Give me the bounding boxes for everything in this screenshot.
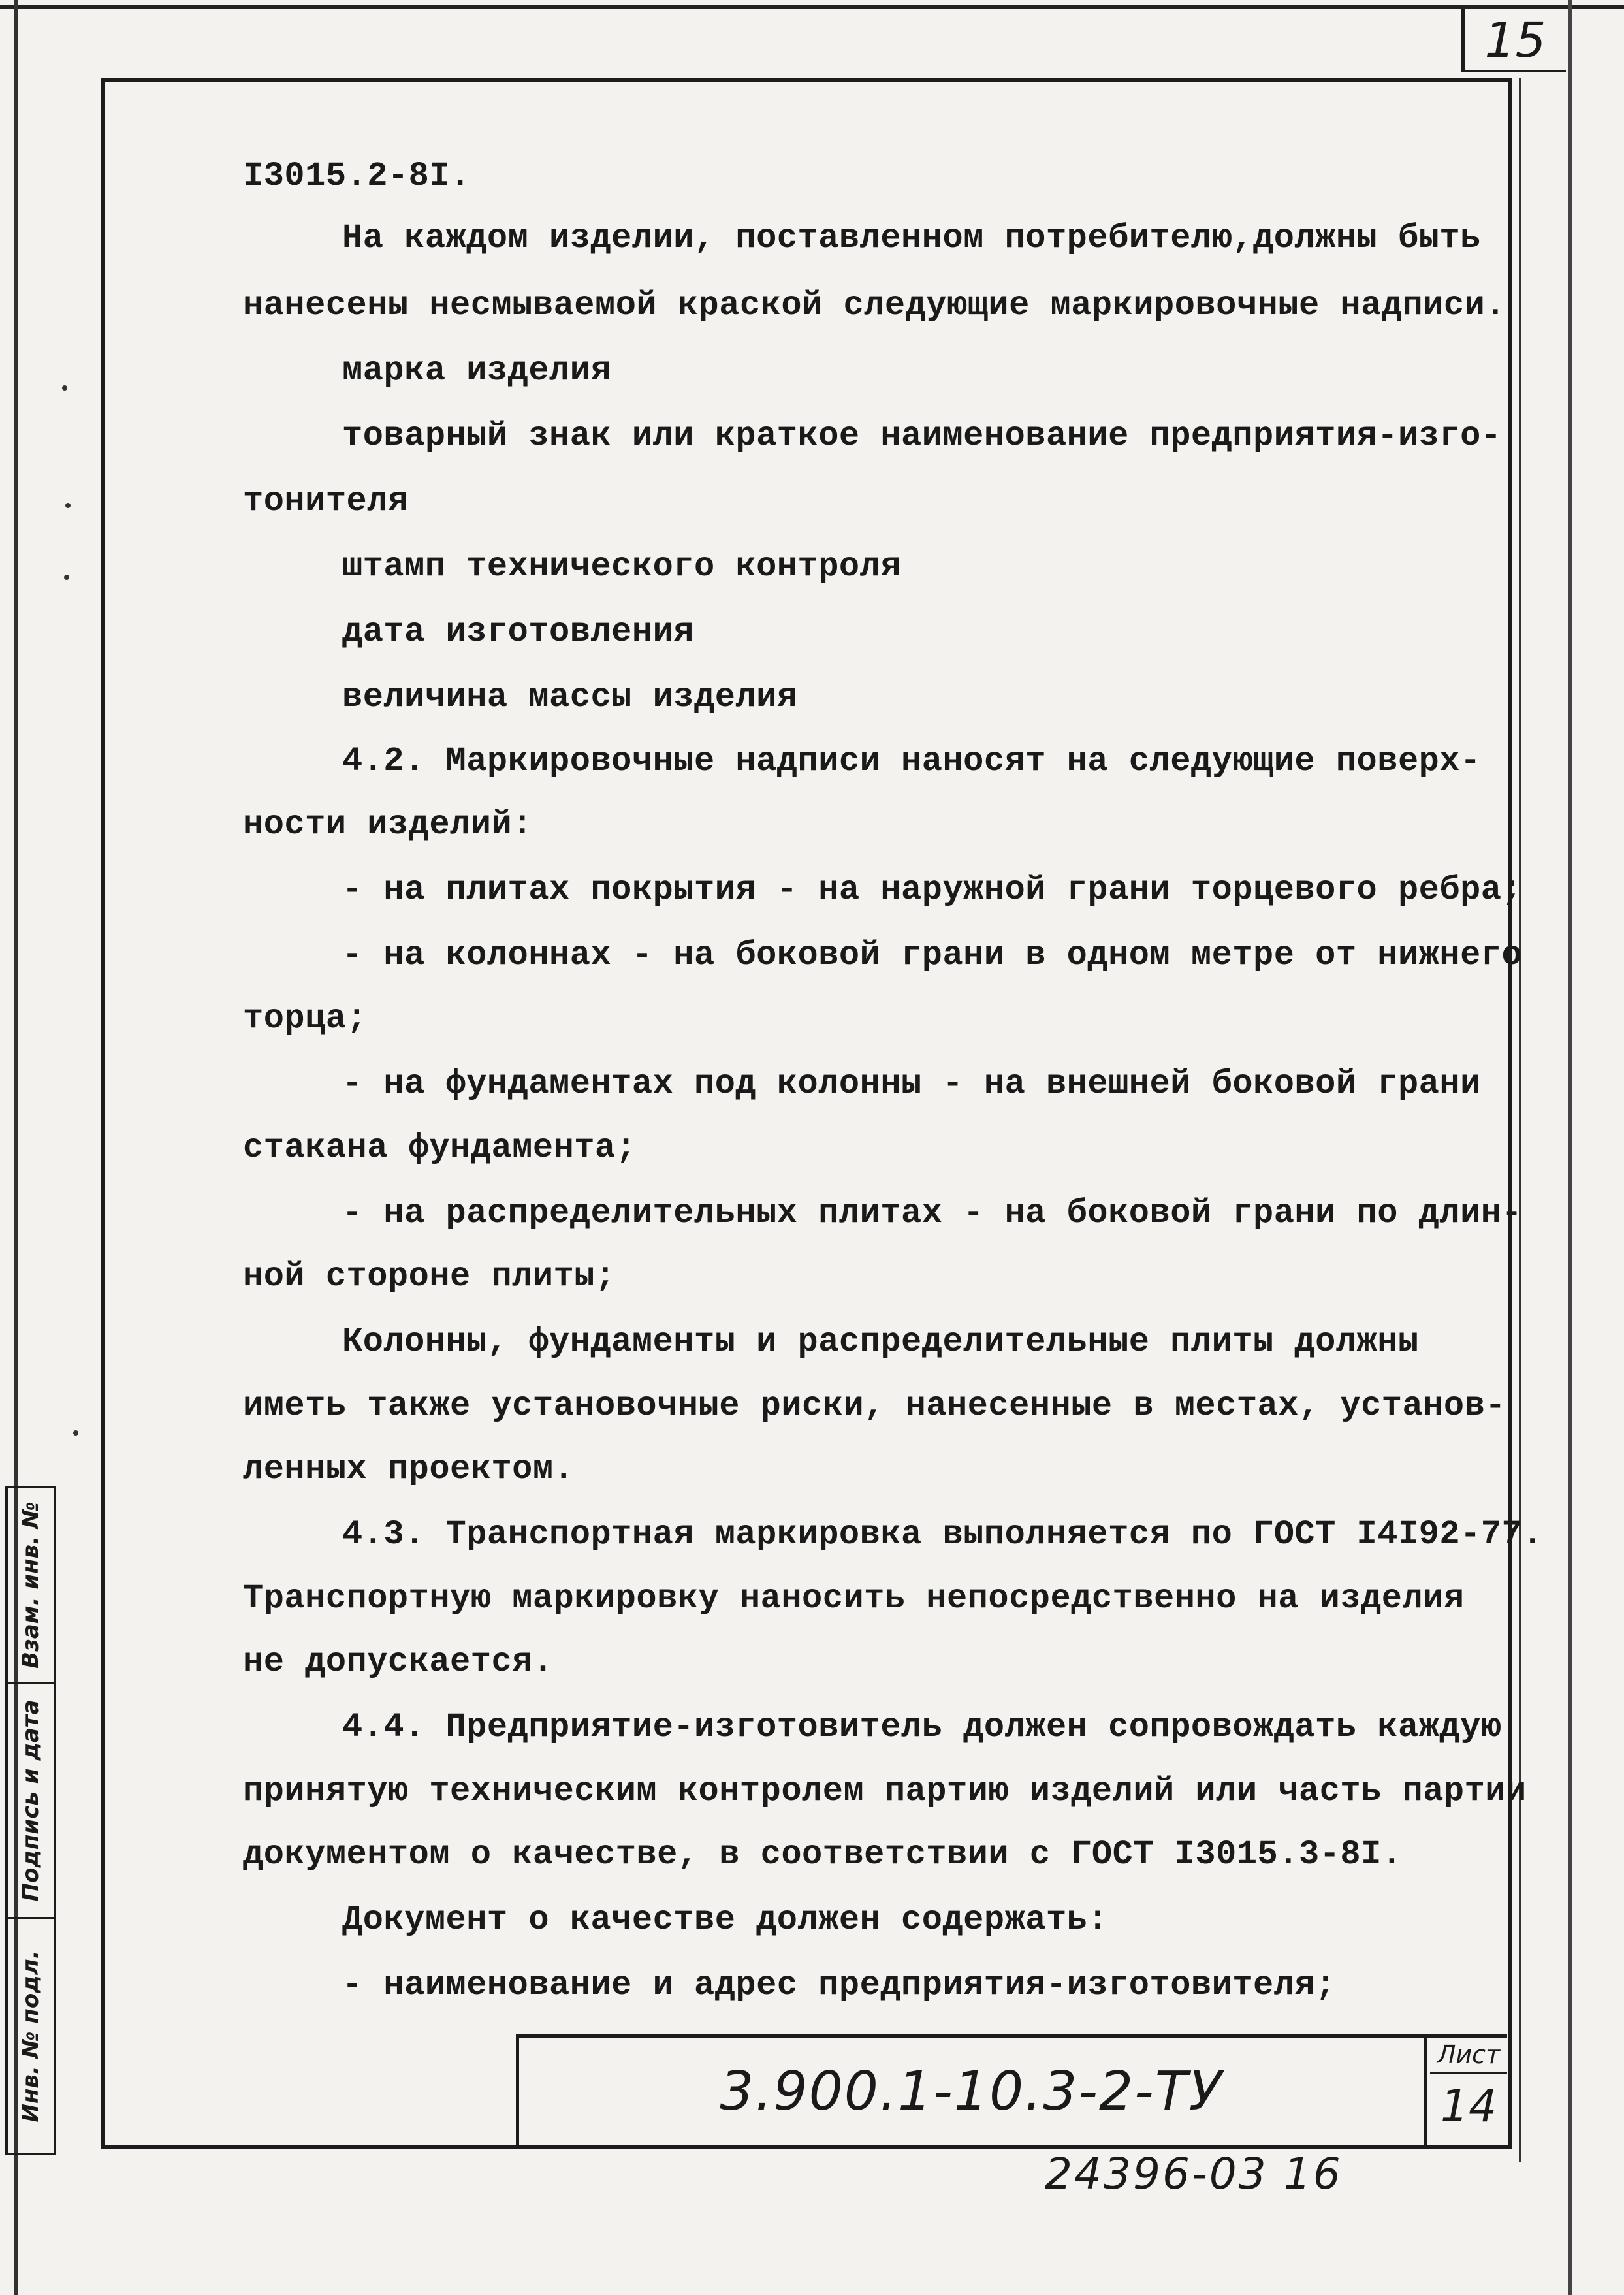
body-line: 4.2. Маркировочные надписи наносят на следующие поверх-: [342, 742, 1481, 780]
side-cell-text: Взам. инв. №: [18, 1501, 44, 1669]
frame-right-border: [1519, 78, 1521, 2162]
body-line: 4.4. Предприятие-изготовитель должен сопровождать каждую: [342, 1708, 1502, 1746]
body-line: На каждом изделии, поставленном потребителю,должны быть: [342, 219, 1481, 257]
scan-speck: [65, 503, 71, 508]
side-cell-text: Инв. № подл.: [18, 1950, 44, 2123]
body-line: стакана фундамента;: [243, 1129, 637, 1167]
body-line: нанесены несмываемой краской следующие маркировочные надписи.: [243, 286, 1506, 325]
sheet-number: 14: [1440, 2081, 1497, 2132]
scan-edge-right: [1568, 0, 1572, 2295]
side-cell-inv-original: [8, 1919, 54, 2153]
body-line: штамп технического контроля: [342, 547, 902, 586]
stamp-divider: [1424, 2038, 1427, 2149]
body-line: товарный знак или краткое наименование предприятия-изго-: [342, 417, 1502, 455]
side-cell-signature: [8, 1684, 54, 1919]
body-line: - на распределительных плитах - на боковой грани по длин-: [342, 1194, 1523, 1232]
body-line: величина массы изделия: [342, 678, 798, 716]
scan-speck: [64, 575, 69, 580]
body-line: ленных проектом.: [243, 1450, 575, 1488]
body-line: - на колоннах - на боковой грани в одном метре от нижнего: [342, 936, 1523, 974]
body-line: принятую техническим контролем партию изделий или часть партии: [243, 1772, 1527, 1810]
scan-speck: [62, 385, 67, 391]
body-line: - на плитах покрытия - на наружной грани торцевого ребра;: [342, 871, 1523, 909]
page-number-box: [1461, 9, 1566, 72]
body-line: дата изготовления: [342, 613, 694, 651]
body-line: 4.3. Транспортная маркировка выполняется по ГОСТ I4I92-77.: [342, 1515, 1543, 1554]
body-line: не допускается.: [243, 1643, 554, 1681]
body-line: Колонны, фундаменты и распределительные плиты должны: [342, 1323, 1419, 1361]
archive-number: 24396-03 16: [1045, 2149, 1343, 2199]
side-cell-text: Подпись и дата: [18, 1699, 44, 1902]
body-line: - на фундаментах под колонны - на внешней боковой грани: [342, 1065, 1481, 1103]
side-cell-replace-inv: [8, 1488, 54, 1684]
scan-speck: [73, 1430, 78, 1436]
title-block-stamp: [516, 2034, 1507, 2149]
body-line: ности изделий:: [243, 805, 533, 844]
body-line: иметь также установочные риски, нанесенные в местах, установ-: [243, 1387, 1506, 1425]
body-line: I3015.2-8I.: [243, 157, 471, 195]
sheet-label: Лист: [1430, 2040, 1507, 2074]
body-line: Транспортную маркировку наносить непосредственно на изделия: [243, 1579, 1465, 1618]
page-number: 15: [1484, 12, 1546, 69]
scan-edge-top: [0, 5, 1624, 9]
body-line: торца;: [243, 999, 368, 1038]
body-line: марка изделия: [342, 351, 612, 390]
body-line: Документ о качестве должен содержать:: [342, 1901, 1109, 1939]
body-line: ной стороне плиты;: [243, 1257, 616, 1296]
body-line: документом о качестве, в соответствии с ГОСТ I3015.3-8I.: [243, 1835, 1403, 1874]
side-stamp-column: [5, 1486, 56, 2155]
body-line: - наименование и адрес предприятия-изготовителя;: [342, 1966, 1336, 2004]
body-line: тонителя: [243, 482, 409, 521]
document-code: 3.900.1-10.3-2-ТУ: [720, 2061, 1223, 2123]
